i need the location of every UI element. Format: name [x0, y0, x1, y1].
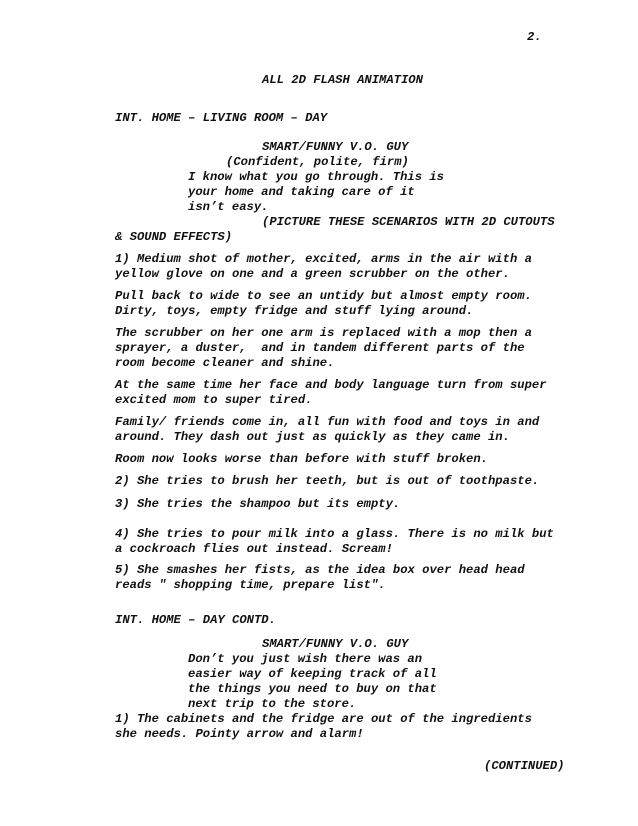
action-line: reads " shopping time, prepare list". — [115, 578, 386, 592]
action-line: a cockroach flies out instead. Scream! — [115, 542, 393, 556]
action-line: sprayer, a duster, and in tandem different parts of the — [115, 341, 525, 355]
character-name: SMART/FUNNY V.O. GUY — [262, 140, 409, 154]
action-line: Room now looks worse than before with stuff broken. — [115, 452, 488, 466]
dialogue-line: I know what you go through. This is — [188, 170, 444, 184]
action-line: At the same time her face and body language turn from super — [115, 378, 547, 392]
action-line: 5) She smashes her fists, as the idea box over head head — [115, 563, 525, 577]
action-line: 3) She tries the shampoo but its empty. — [115, 497, 401, 511]
page-number: 2. — [527, 30, 542, 44]
action-line: Pull back to wide to see an untidy but almost empty room. — [115, 289, 532, 303]
character-name: SMART/FUNNY V.O. GUY — [262, 637, 409, 651]
action-line: room become cleaner and shine. — [115, 356, 335, 370]
action-line: 2) She tries to brush her teeth, but is out of toothpaste. — [115, 474, 540, 488]
direction-line: (PICTURE THESE SCENARIOS WITH 2D CUTOUTS — [262, 215, 555, 229]
dialogue-line: next trip to the store. — [188, 697, 357, 711]
action-line: 4) She tries to pour milk into a glass. There is no milk but — [115, 527, 554, 541]
action-line: yellow glove on one and a green scrubber on the other. — [115, 267, 510, 281]
continued-marker: (CONTINUED) — [484, 759, 565, 773]
dialogue-line: easier way of keeping track of all — [188, 667, 437, 681]
action-line: The scrubber on her one arm is replaced with a mop then a — [115, 326, 532, 340]
scene-heading: INT. HOME – DAY CONTD. — [115, 613, 276, 627]
page-title: ALL 2D FLASH ANIMATION — [262, 73, 423, 87]
parenthetical: (Confident, polite, firm) — [226, 155, 409, 169]
action-line: excited mom to super tired. — [115, 393, 313, 407]
action-line: around. They dash out just as quickly as they came in. — [115, 430, 510, 444]
action-line: Family/ friends come in, all fun with food and toys in and — [115, 415, 540, 429]
action-line: 1) Medium shot of mother, excited, arms in the air with a — [115, 252, 532, 266]
action-line: she needs. Pointy arrow and alarm! — [115, 727, 364, 741]
dialogue-line: isn’t easy. — [188, 200, 269, 214]
action-line: Dirty, toys, empty fridge and stuff lying around. — [115, 304, 474, 318]
dialogue-line: the things you need to buy on that — [188, 682, 437, 696]
scene-heading: INT. HOME – LIVING ROOM – DAY — [115, 111, 328, 125]
direction-line: & SOUND EFFECTS) — [115, 230, 233, 244]
dialogue-line: Don’t you just wish there was an — [188, 652, 423, 666]
dialogue-line: your home and taking care of it — [188, 185, 415, 199]
action-line: 1) The cabinets and the fridge are out of the ingredients — [115, 712, 532, 726]
